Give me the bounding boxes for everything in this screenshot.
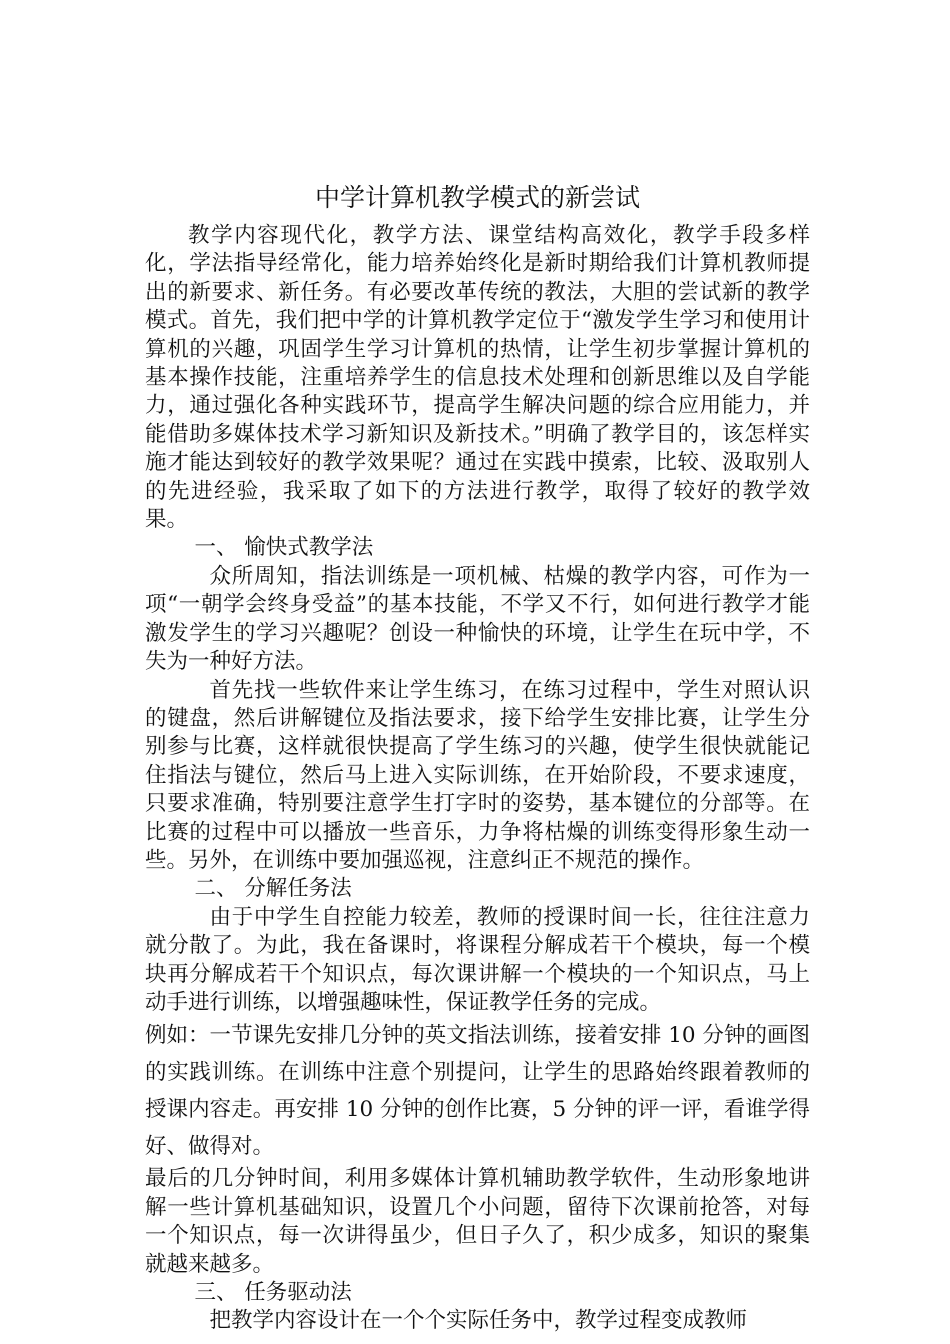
document-page — [145, 178, 810, 1336]
section-heading-1: 一、 愉快式教学法 — [194, 535, 374, 561]
section-heading-3: 三、 任务驱动法 — [194, 1280, 352, 1305]
section2-paragraph-3: 最后的几分钟时间，利用多媒体计算机辅助教学软件，生动形象地讲解一些计算机基础知识，设置几个小问题，留待下次课前抢答，对每一个知识点，每一次讲得虽少，但日子久了，积少成多，知识的聚集就越来越多。 — [145, 1166, 810, 1277]
section1-paragraph-2: 首先找一些软件来让学生练习，在练习过程中，学生对照认识的键盘，然后讲解键位及指法要求，接下给学生安排比赛，让学生分别参与比赛，这样就很快提高了学生练习的兴趣，使学生很快就能记住指法与键位，然后马上进入实际训练，在开始阶段，不要求速度，只要求准确，特别要注意学生打字时的姿势，基本键位的分部等。在比赛的过程中可以播放一些音乐，力争将枯燥的训练变得形象生动一些。另外，在训练中要加强巡视，注意纠正不规范的操作。 — [145, 677, 810, 873]
section1-paragraph-1: 众所周知，指法训练是一项机械、枯燥的教学内容，可作为一项“一朝学会终身受益”的基本技能，不学又不行，如何进行教学才能激发学生的学习兴趣呢？创设一种愉快的环境，让学生在玩中学，不失为一种好方法。 — [145, 563, 810, 675]
document-title: 中学计算机教学模式的新尝试 — [314, 183, 640, 212]
section2-paragraph-2: 例如：一节课先安排几分钟的英文指法训练，接着安排 10 分钟的画图的实践训练。在训练中注意个别提问，让学生的思路始终跟着教师的授课内容走。再安排 10 分钟的创作比赛，5 分钟的评一评，看谁学得好、做得对。 — [145, 1023, 810, 1160]
intro-paragraph: 教学内容现代化，教学方法、课堂结构高效化，教学手段多样化，学法指导经常化，能力培养始终化是新时期给我们计算机教师提出的新要求、新任务。有必要改革传统的教法，大胆的尝试新的教学模式。首先，我们把中学的计算机教学定位于“激发学生学习和使用计算机的兴趣，巩固学生学习计算机的热情，让学生初步掌握计算机的基本操作技能，注重培养学生的信息技术处理和创新思维以及自学能力，通过强化各种实践环节，提高学生解决问题的综合应用能力，并能借助多媒体技术学习新知识及新技术。”明确了教学目的，该怎样实施才能达到较好的教学效果呢？通过在实践中摸索，比较、汲取别人的先进经验，我采取了如下的方法进行教学，取得了较好的教学效果。 — [145, 223, 810, 533]
section-heading-2: 二、 分解任务法 — [194, 876, 352, 902]
section3-paragraph-1: 把教学内容设计在一个个实际任务中，教学过程变成教师 — [209, 1308, 748, 1334]
section2-paragraph-1: 由于中学生自控能力较差，教师的授课时间一长，往往注意力就分散了。为此，我在备课时，将课程分解成若干个模块，每一个模块再分解成若干个知识点，每次课讲解一个模块的一个知识点，马上动手进行训练，以增强趣味性，保证教学任务的完成。 — [145, 904, 810, 1015]
